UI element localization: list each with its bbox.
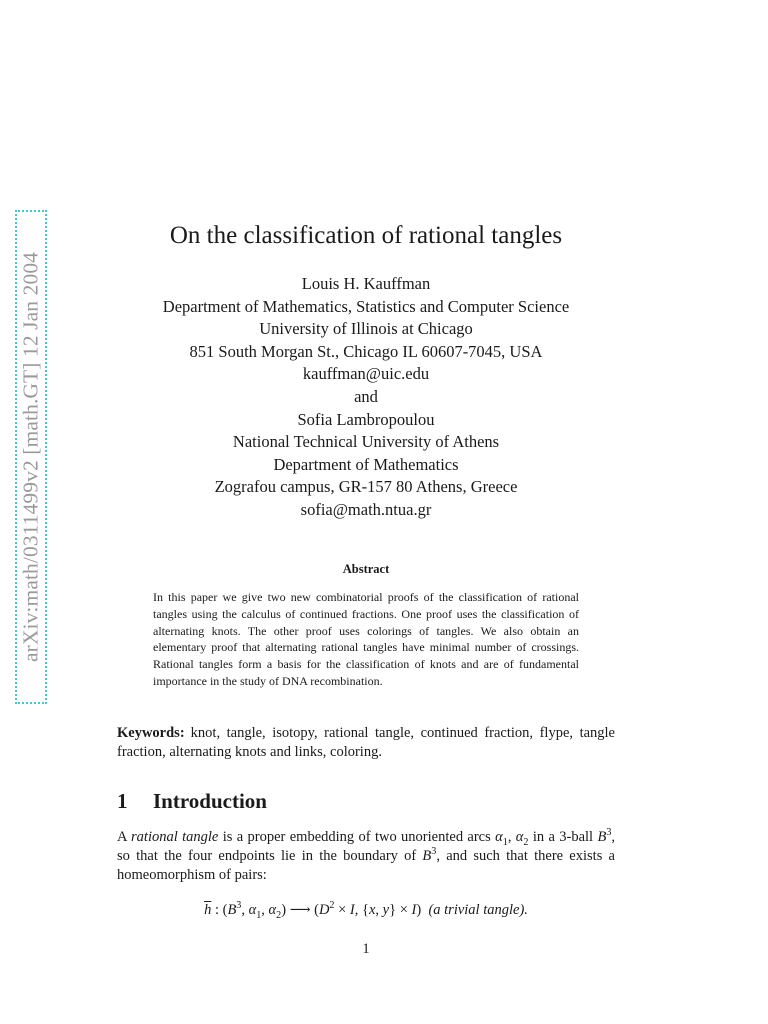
- equation-math: $\overline{h}$ : ($B^3$, $\alpha_1$, $\alpha_2$) ⟶ ($D^2 \times I$, {x, y} × I): [204, 900, 422, 921]
- intro-paragraph: [117, 828, 615, 885]
- intro-term: rational tangle: [131, 829, 219, 845]
- intro-math: $B^3$: [422, 846, 437, 864]
- author-email: kauffman@uic.edu: [302, 364, 430, 384]
- equation-note: (a trivial tangle).: [428, 902, 528, 918]
- keywords-text: knot, tangle, isotopy, rational tangle, continued fraction, flype, tangle fraction, alternating knots and links, coloring.: [117, 725, 615, 760]
- author-address: Zografou campus, GR-157 80 Athens, Greece: [214, 477, 518, 497]
- section-title: Introduction: [153, 789, 267, 813]
- author-block: [0, 273, 732, 522]
- intro-math: $B^3$: [597, 827, 612, 845]
- section-number: 1: [117, 789, 128, 813]
- arxiv-stamp-text: arXiv:math/0311499v2 [math.GT] 12 Jan 2004: [18, 251, 43, 663]
- keywords-paragraph: [117, 724, 615, 762]
- author-name: Louis H. Kauffman: [301, 274, 431, 293]
- intro-math: $\alpha_1$, $\alpha_2$: [495, 829, 529, 848]
- abstract-heading: Abstract: [342, 562, 390, 576]
- keywords-label: Keywords:: [117, 725, 185, 741]
- page-number: 1: [362, 941, 370, 957]
- author-address: 851 South Morgan St., Chicago IL 60607-7045, USA: [189, 341, 543, 361]
- intro-text: in a 3-ball: [528, 829, 598, 845]
- author-name: Sofia Lambropoulou: [297, 409, 435, 429]
- paper-title: On the classification of rational tangles: [169, 222, 563, 249]
- abstract-body: In this paper we give two new combinatorial proofs of the classification of rational tangles using the calculus of continued fractions. One proof uses the classification of alternating knots. The other proof uses colorings of tangles. We also obtain an elementary proof that alternating rational tangles have minimal number of crossings. Rational tangles form a basis for the classification of knots and are of fundamental importance in the study of DNA recombination.: [153, 590, 579, 688]
- section-heading: [117, 789, 267, 814]
- author-affiliation: Department of Mathematics: [273, 454, 459, 474]
- intro-text: , so that the four endpoints lie in the boundary of: [117, 829, 615, 864]
- intro-text: is a proper embedding of two unoriented arcs: [218, 829, 496, 845]
- author-separator: and: [354, 386, 378, 406]
- author-affiliation: University of Illinois at Chicago: [259, 319, 473, 339]
- display-equation: [0, 902, 732, 919]
- intro-text: A: [117, 829, 132, 845]
- author-affiliation: National Technical University of Athens: [232, 432, 500, 452]
- author-affiliation: Department of Mathematics, Statistics and Computer Science: [162, 296, 570, 316]
- intro-text: , and such that there exists a homeomorphism of pairs:: [117, 848, 615, 883]
- author-email: sofia@math.ntua.gr: [300, 499, 432, 519]
